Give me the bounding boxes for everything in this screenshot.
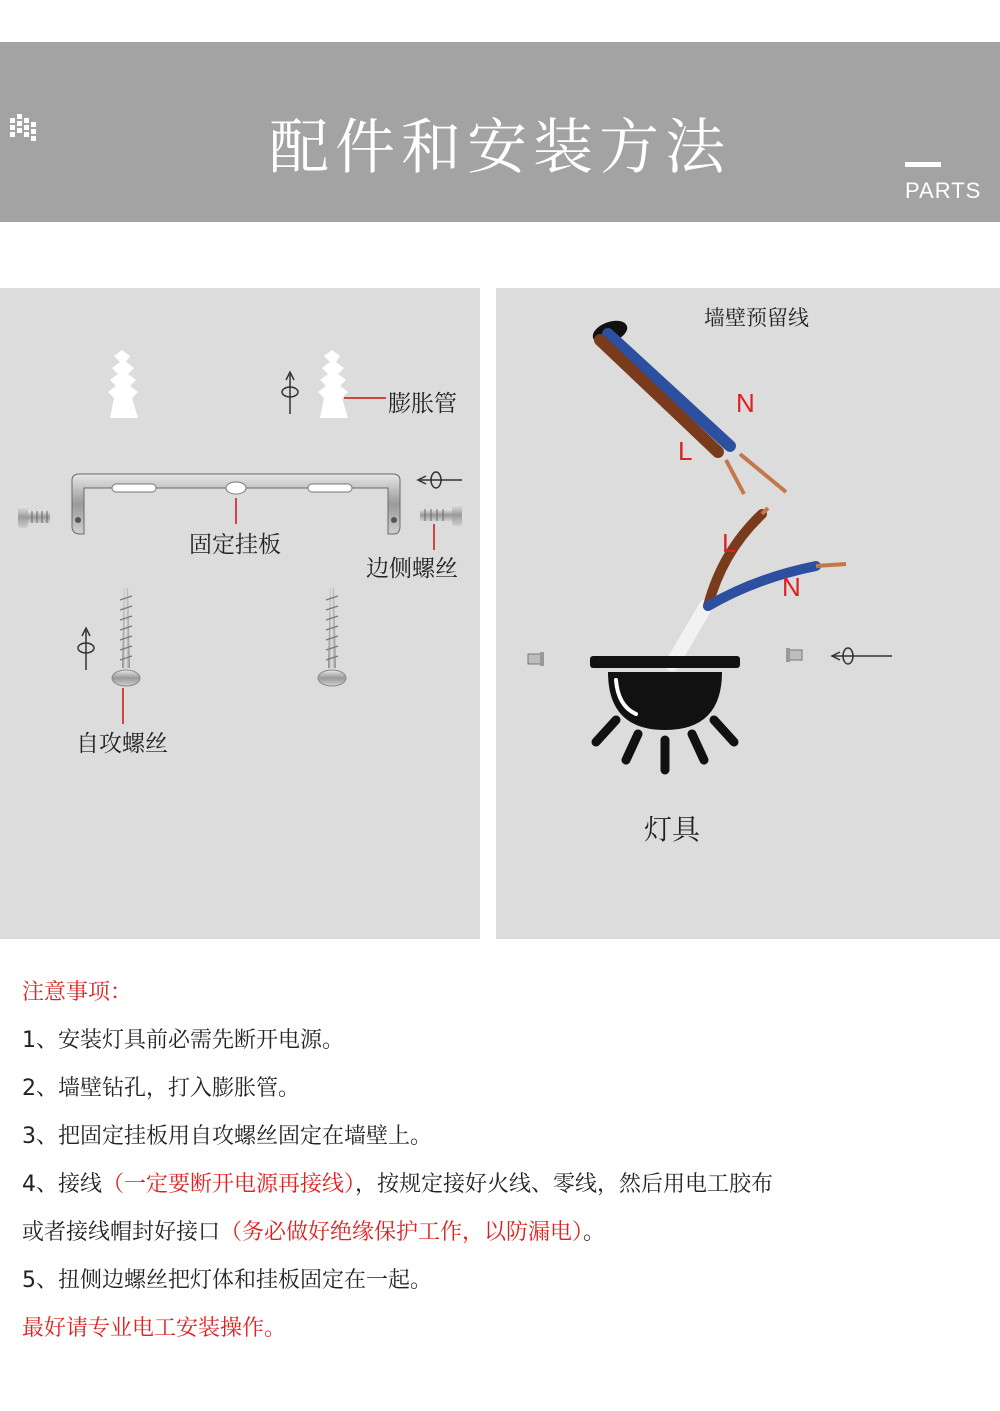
wire-label-l-top: L	[678, 436, 693, 466]
screw-icon	[18, 506, 50, 528]
wire-label-l-bottom: L	[722, 528, 737, 558]
note-warning: （一定要断开电源再接线）	[102, 1172, 356, 1197]
lamp-wires	[672, 508, 846, 664]
note-text: 或者接线帽封好接口	[22, 1220, 221, 1245]
screw-icon	[420, 504, 462, 526]
note-item	[22, 1170, 982, 1218]
note-text: 4、接线	[22, 1172, 102, 1197]
note-item: 1、安装灯具前必需先断开电源。	[22, 1028, 344, 1053]
rotate-arrow-icon	[832, 648, 892, 664]
side-screw-label: 边侧螺丝	[366, 556, 458, 582]
wiring-illustration	[496, 288, 1000, 939]
wire-label-n-top: N	[736, 388, 755, 418]
expansion-plug-icon	[108, 350, 138, 418]
rotate-arrow-icon	[78, 628, 94, 670]
expansion-plug-icon	[318, 350, 348, 418]
mounting-plate-label: 固定挂板	[189, 532, 281, 558]
note-text: 。	[583, 1220, 606, 1245]
wire-label-n-bottom: N	[782, 572, 801, 602]
screw-icon	[112, 588, 140, 686]
parts-underline	[905, 162, 941, 167]
expansion-tube-label: 膨胀管	[388, 391, 457, 417]
wall-wires	[600, 334, 786, 494]
lamp-shade-icon	[590, 656, 740, 770]
lamp-label: 灯具	[644, 813, 701, 846]
parts-label: PARTS	[905, 178, 982, 203]
note-item: 5、扭侧边螺丝把灯体和挂板固定在一起。	[22, 1268, 432, 1293]
page-title: 配件和安装方法	[269, 113, 731, 183]
screw-icon	[318, 588, 346, 686]
notes-section	[22, 978, 982, 1362]
screw-icon	[786, 648, 802, 662]
wall-wires-label: 墙壁预留线	[704, 306, 809, 330]
notes-footer: 最好请专业电工安装操作。	[22, 1316, 287, 1341]
notes-heading: 注意事项：	[22, 980, 133, 1005]
note-item: 2、墙壁钻孔，打入膨胀管。	[22, 1076, 300, 1101]
rotate-arrow-icon	[418, 472, 462, 488]
note-item: 3、把固定挂板用自攻螺丝固定在墙壁上。	[22, 1124, 432, 1149]
note-text: ，按规定接好火线、零线，然后用电工胶布	[355, 1172, 774, 1197]
self-tapping-screw-label: 自攻螺丝	[76, 731, 168, 757]
wiring-panel	[496, 288, 1000, 939]
screw-icon	[528, 652, 544, 666]
header-banner	[0, 42, 1000, 222]
rotate-arrow-icon	[282, 372, 298, 414]
note-item	[22, 1218, 982, 1266]
accessories-panel	[0, 288, 480, 939]
note-warning: （务必做好绝缘保护工作，以防漏电）	[220, 1220, 584, 1245]
